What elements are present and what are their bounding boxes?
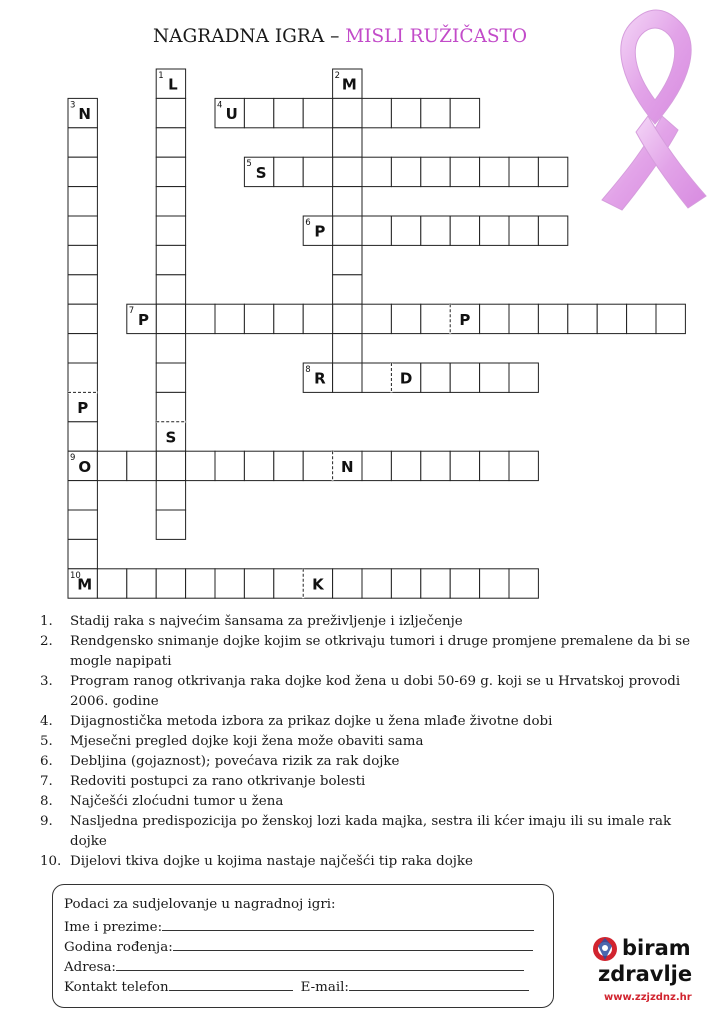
clue-item (40, 612, 700, 632)
crossword-cell[interactable] (68, 275, 97, 304)
crossword-cell[interactable] (450, 98, 479, 127)
crossword-cell[interactable] (480, 569, 509, 598)
crossword-cell[interactable] (421, 98, 450, 127)
email-field[interactable] (349, 977, 529, 991)
clue-number: 1 (158, 71, 164, 81)
crossword-cell[interactable] (156, 334, 185, 363)
crossword-cell[interactable] (156, 245, 185, 274)
clue-index: 6. (40, 754, 53, 769)
crossword-cell[interactable] (244, 569, 273, 598)
logo-url: www.zzjzdnz.hr (604, 992, 692, 1003)
crossword-cell[interactable] (244, 451, 273, 480)
crossword-cell[interactable] (186, 569, 215, 598)
clue-index: 3. (40, 674, 53, 689)
given-letter: P (459, 310, 471, 329)
given-letter: P (138, 310, 149, 329)
crossword-cell[interactable] (156, 157, 185, 186)
crossword-cell[interactable] (97, 569, 126, 598)
clue-index: 1. (40, 614, 53, 629)
crossword-cell[interactable] (333, 157, 362, 186)
crossword-cell[interactable] (538, 216, 567, 245)
crossword-cell[interactable] (391, 157, 420, 186)
crossword-cell[interactable] (68, 304, 97, 333)
crossword-cell[interactable] (333, 334, 362, 363)
birth-year-label: Godina rođenja: (64, 940, 173, 955)
title-highlight: MISLI RUŽIČASTO (345, 26, 528, 47)
clue-item (40, 852, 700, 872)
clue-item (40, 792, 700, 812)
given-letter: K (312, 575, 324, 594)
crossword-cell[interactable] (391, 98, 420, 127)
crossword-cell[interactable] (480, 304, 509, 333)
crossword-cell[interactable] (480, 216, 509, 245)
name-field[interactable] (162, 917, 534, 931)
phone-field[interactable] (169, 977, 293, 991)
crossword-cell[interactable] (156, 275, 185, 304)
crossword-cell[interactable] (68, 539, 97, 568)
crossword-cell[interactable] (68, 216, 97, 245)
clue-text: Program ranog otkrivanja raka dojke kod žena u dobi 50-69 g. koji se u Hrvatskoj provodi 2006. godine (70, 674, 681, 709)
crossword-cell[interactable] (333, 363, 362, 392)
crossword-cell[interactable] (450, 363, 479, 392)
crossword-cell[interactable] (156, 216, 185, 245)
crossword-cell[interactable] (391, 451, 420, 480)
clue-text: Dijagnostička metoda izbora za prikaz dojke u žena mlađe životne dobi (70, 714, 553, 729)
clue-number: 6 (305, 218, 311, 228)
crossword-cell[interactable] (156, 98, 185, 127)
clue-index: 10. (40, 854, 62, 869)
clue-index: 7. (40, 774, 53, 789)
clue-index: 5. (40, 734, 53, 749)
crossword-cell[interactable] (480, 451, 509, 480)
crossword-cell[interactable] (156, 363, 185, 392)
crossword-cell[interactable] (68, 422, 97, 451)
clue-number: 7 (128, 306, 135, 317)
given-letter: U (225, 105, 238, 124)
clue-item (40, 772, 700, 792)
crossword-cell[interactable] (156, 451, 185, 480)
crossword-cell[interactable] (186, 451, 215, 480)
clue-text: Dijelovi tkiva dojke u kojima nastaje najčešći tip raka dojke (70, 854, 473, 869)
clue-index: 2. (40, 634, 53, 649)
crossword-cell[interactable] (597, 304, 626, 333)
clue-number: 3 (70, 100, 76, 111)
crossword-cell[interactable] (156, 128, 185, 157)
crossword-cell[interactable] (333, 245, 362, 274)
crossword-cell[interactable] (509, 569, 538, 598)
crossword-cell[interactable] (480, 157, 509, 186)
crossword-cell[interactable] (274, 304, 303, 333)
crossword-cell[interactable] (274, 157, 303, 186)
crossword-cell[interactable] (450, 569, 479, 598)
crossword-cell[interactable] (68, 481, 97, 510)
crossword-cell[interactable] (156, 187, 185, 216)
given-letter: L (168, 75, 178, 94)
given-letter: S (255, 163, 267, 182)
crossword-cell[interactable] (156, 510, 185, 539)
crossword-cell[interactable] (421, 304, 450, 333)
clue-text: Mjesečni pregled dojke koji žena može obaviti sama (70, 734, 424, 749)
crossword-cell[interactable] (450, 157, 479, 186)
crossword-cell[interactable] (333, 187, 362, 216)
crossword-cell[interactable] (421, 157, 450, 186)
title-main: NAGRADNA IGRA – (152, 26, 346, 47)
given-letter: P (314, 222, 326, 241)
clue-number: 2 (334, 71, 341, 81)
clue-text: Redoviti postupci za rano otkrivanje bolesti (70, 774, 366, 789)
crossword-cell[interactable] (538, 304, 567, 333)
crossword-cell[interactable] (333, 128, 362, 157)
crossword-cell[interactable] (274, 98, 303, 127)
crossword-cell[interactable] (215, 451, 244, 480)
clue-item (40, 752, 700, 772)
clue-item (40, 672, 700, 712)
crossword-cell[interactable] (303, 157, 332, 186)
crossword-cell[interactable] (362, 98, 391, 127)
crossword-cell[interactable] (509, 216, 538, 245)
crossword-cell[interactable] (156, 392, 185, 421)
clue-list (40, 612, 700, 872)
clue-number: 5 (246, 159, 252, 170)
clue-text: Stadij raka s najvećim šansama za preživljenje i izlječenje (70, 614, 463, 629)
crossword-cell[interactable] (421, 216, 450, 245)
given-letter: R (314, 369, 326, 388)
crossword-cell[interactable] (362, 157, 391, 186)
crossword-cell[interactable] (244, 98, 273, 127)
given-letter: M (77, 575, 93, 594)
crossword-cell[interactable] (362, 569, 391, 598)
crossword-cell[interactable] (274, 569, 303, 598)
crossword-cell[interactable] (362, 304, 391, 333)
crossword-cell[interactable] (362, 216, 391, 245)
crossword-cell[interactable] (68, 245, 97, 274)
crossword-cell[interactable] (97, 451, 126, 480)
crossword-cell[interactable] (186, 304, 215, 333)
crossword-cell[interactable] (391, 304, 420, 333)
clue-item (40, 812, 700, 852)
entry-form (52, 884, 554, 1008)
given-letter: P (77, 399, 89, 418)
crossword-cell[interactable] (303, 451, 332, 480)
given-letter: S (165, 428, 177, 447)
crossword-cell[interactable] (421, 451, 450, 480)
crossword-cell[interactable] (391, 216, 420, 245)
clue-number: 4 (217, 100, 223, 111)
address-field[interactable] (116, 957, 524, 971)
given-letter: N (78, 105, 91, 124)
clue-index: 9. (40, 814, 53, 829)
crossword-cell[interactable] (421, 363, 450, 392)
crossword-cell[interactable] (627, 304, 656, 333)
biram-zdravlje-logo (588, 934, 718, 1008)
crossword-cell[interactable] (303, 304, 332, 333)
clue-index: 4. (40, 714, 53, 729)
crossword-cell[interactable] (156, 569, 185, 598)
clue-item (40, 712, 700, 732)
clue-text: Nasljedna predispozicija po ženskoj lozi kada majka, sestra ili kćer imaju ili su imale rak dojke (70, 814, 672, 849)
crossword-cell[interactable] (127, 451, 156, 480)
crossword-cell[interactable] (656, 304, 685, 333)
phone-label: Kontakt telefon (64, 980, 169, 995)
crossword-cell[interactable] (333, 98, 362, 127)
logo-word-1: biram (622, 936, 691, 960)
birth-year-field[interactable] (173, 937, 533, 951)
crossword-cell[interactable] (362, 451, 391, 480)
given-letter: D (399, 369, 413, 388)
clue-text: Debljina (gojaznost); povećava rizik za rak dojke (70, 754, 400, 769)
crossword-cell[interactable] (391, 569, 420, 598)
email-label: E-mail: (300, 980, 349, 995)
crossword-cell[interactable] (303, 98, 332, 127)
clue-text: Najčešći zloćudni tumor u žena (70, 794, 284, 809)
crossword-cell[interactable] (127, 569, 156, 598)
clue-item (40, 632, 700, 672)
crossword-cell[interactable] (538, 157, 567, 186)
logo-word-2: zdravlje (598, 962, 693, 986)
crossword-cell[interactable] (156, 481, 185, 510)
crossword-cell[interactable] (509, 157, 538, 186)
clue-item (40, 732, 700, 752)
crossword-cell[interactable] (68, 187, 97, 216)
crossword-cell[interactable] (215, 304, 244, 333)
clue-number: 8 (305, 365, 311, 375)
form-heading: Podaci za sudjelovanje u nagradnoj igri: (64, 897, 336, 912)
clue-text: Rendgensko snimanje dojke kojim se otkrivaju tumori i druge promjene premalene da bi se mogle napipati (70, 634, 691, 669)
given-letter: M (341, 75, 357, 94)
crossword-cell[interactable] (68, 510, 97, 539)
crossword-cell[interactable] (333, 304, 362, 333)
crossword-cell[interactable] (362, 363, 391, 392)
crossword-cell[interactable] (274, 451, 303, 480)
crossword-cell[interactable] (68, 334, 97, 363)
crossword-cell[interactable] (450, 451, 479, 480)
clue-number: 10 (70, 570, 81, 581)
crossword-cell[interactable] (68, 363, 97, 392)
crossword-cell[interactable] (480, 363, 509, 392)
crossword-cell[interactable] (156, 304, 185, 333)
crossword-cell[interactable] (450, 216, 479, 245)
crossword-cell[interactable] (421, 569, 450, 598)
crossword-cell[interactable] (333, 569, 362, 598)
crossword-cell[interactable] (568, 304, 597, 333)
given-letter: N (341, 457, 354, 476)
crossword-cell[interactable] (509, 363, 538, 392)
address-label: Adresa: (64, 960, 116, 975)
crossword-cell[interactable] (509, 304, 538, 333)
crossword-cell[interactable] (68, 157, 97, 186)
crossword-cell[interactable] (215, 569, 244, 598)
crossword-cell[interactable] (68, 128, 97, 157)
name-label: Ime i prezime: (64, 920, 163, 935)
crossword-cell[interactable] (509, 451, 538, 480)
given-letter: O (78, 457, 92, 476)
clue-index: 8. (40, 794, 53, 809)
crossword-cell[interactable] (333, 275, 362, 304)
crossword-cell[interactable] (244, 304, 273, 333)
crossword-cell[interactable] (333, 216, 362, 245)
clue-number: 9 (70, 453, 76, 464)
